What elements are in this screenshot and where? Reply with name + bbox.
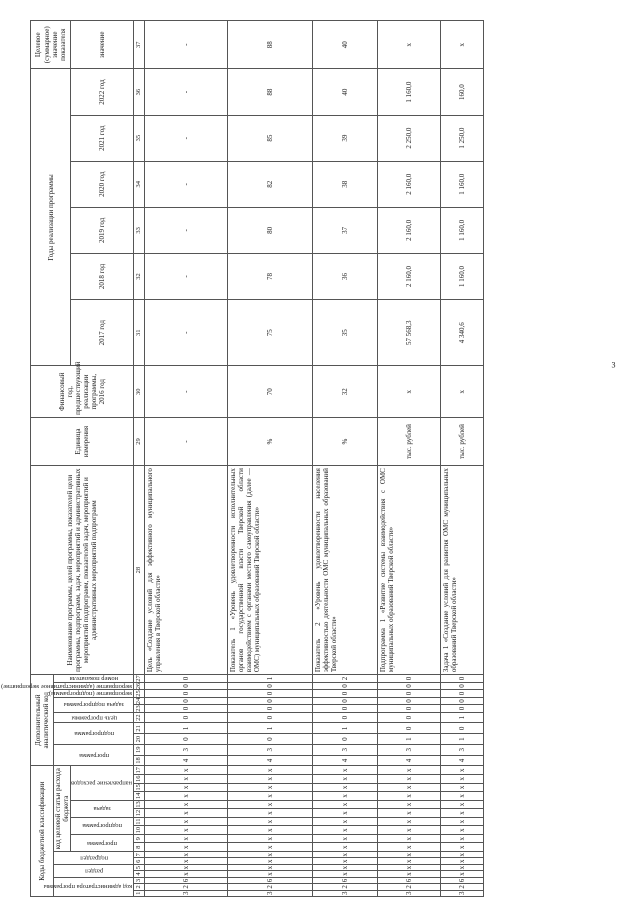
code-cell: 0 <box>228 682 313 690</box>
code-cell: 0 <box>313 690 378 698</box>
code-cell: х <box>145 783 228 792</box>
code-cell: 6 <box>441 877 484 883</box>
add-indicator-header: номер показателя <box>54 675 134 683</box>
column-number: 16 <box>134 774 145 783</box>
code-cell: 1 <box>145 723 228 734</box>
code-cell: х <box>313 852 378 858</box>
code-cell: 0 <box>441 705 484 713</box>
code-cell: х <box>441 774 484 783</box>
code-cell: х <box>441 852 484 858</box>
code-cell: х <box>378 852 441 858</box>
code-cell: х <box>441 783 484 792</box>
table-row <box>378 21 441 897</box>
code-cell: 0 <box>441 690 484 698</box>
column-number: 27 <box>134 675 145 683</box>
column-number: 18 <box>134 755 145 766</box>
column-number: 13 <box>134 800 145 809</box>
direction-header: направление расходов <box>71 766 134 800</box>
year-value-cell: 2 250,0 <box>378 115 441 161</box>
code-cell: 0 <box>145 697 228 705</box>
code-cell: х <box>313 858 378 864</box>
year-2021-header: 2021 год <box>71 115 134 161</box>
year-value-cell: 1 160,0 <box>441 253 484 299</box>
year-value-cell: 160,0 <box>441 69 484 115</box>
unit-cell: % <box>313 417 378 465</box>
code-cell: 4 <box>441 755 484 766</box>
code-cell: х <box>441 864 484 870</box>
code-cell: 1 <box>313 723 378 734</box>
code-cell: х <box>228 766 313 775</box>
code-cell: х <box>441 826 484 835</box>
code-cell: х <box>313 809 378 818</box>
column-number: 33 <box>134 207 145 253</box>
column-number: 1 <box>134 890 145 896</box>
add-goal-header: цель программы <box>54 712 134 723</box>
column-number: 11 <box>134 817 145 826</box>
code-cell: 0 <box>378 697 441 705</box>
code-cell: х <box>378 858 441 864</box>
code-cell: х <box>228 858 313 864</box>
add-program-header: программа <box>54 744 134 765</box>
table-row <box>313 21 378 897</box>
finance-2016-cell: х <box>441 366 484 417</box>
year-value-cell: 1 250,0 <box>441 115 484 161</box>
code-cell: х <box>145 852 228 858</box>
column-number: 24 <box>134 697 145 705</box>
value-header: значение <box>71 21 134 70</box>
column-number: 14 <box>134 792 145 801</box>
code-cell: 2 <box>378 884 441 890</box>
code-cell: х <box>228 826 313 835</box>
code-cell: х <box>145 864 228 870</box>
code-cell: 0 <box>441 697 484 705</box>
code-cell: 3 <box>313 744 378 755</box>
code-cell: 2 <box>313 884 378 890</box>
code-cell: х <box>228 774 313 783</box>
code-cell: х <box>145 800 228 809</box>
code-cell: х <box>313 783 378 792</box>
subsection-header: подраздел <box>54 852 134 865</box>
year-value-cell: 37 <box>313 207 378 253</box>
task-header: задача <box>71 800 134 817</box>
code-cell: х <box>378 817 441 826</box>
column-number: 25 <box>134 690 145 698</box>
column-number: 30 <box>134 366 145 417</box>
code-cell: 3 <box>228 744 313 755</box>
column-number: 3 <box>134 877 145 883</box>
code-cell: 1 <box>378 734 441 745</box>
column-number: 32 <box>134 253 145 299</box>
code-cell: х <box>441 800 484 809</box>
column-number: 35 <box>134 115 145 161</box>
code-cell: х <box>441 809 484 818</box>
table-row <box>228 21 313 897</box>
code-cell: 0 <box>145 705 228 713</box>
year-2019-header: 2019 год <box>71 207 134 253</box>
year-value-cell: - <box>145 207 228 253</box>
add-event-admin-header: мероприятие (административное мероприятие) <box>1 682 133 690</box>
code-cell: х <box>441 834 484 843</box>
code-cell: х <box>145 809 228 818</box>
column-number: 8 <box>134 843 145 852</box>
column-number: 31 <box>134 300 145 366</box>
code-cell: х <box>145 817 228 826</box>
code-cell: 3 <box>441 890 484 896</box>
year-2022-header: 2022 год <box>71 69 134 115</box>
column-number: 37 <box>134 21 145 70</box>
column-number: 10 <box>134 826 145 835</box>
code-cell: 0 <box>378 675 441 683</box>
year-value-cell: 85 <box>228 115 313 161</box>
code-cell: х <box>313 792 378 801</box>
code-cell: 0 <box>441 675 484 683</box>
year-value-cell: 1 160,0 <box>441 207 484 253</box>
code-cell: 2 <box>313 675 378 683</box>
column-number: 26 <box>134 682 145 690</box>
target-value-cell: х <box>441 21 484 70</box>
unit-cell: тыс. рублей <box>441 417 484 465</box>
code-cell: 0 <box>228 734 313 745</box>
column-number: 20 <box>134 734 145 745</box>
target-article-header: код целевой статьи расхода бюджета <box>54 766 71 852</box>
column-number: 9 <box>134 834 145 843</box>
code-cell: 0 <box>441 682 484 690</box>
code-cell: х <box>313 817 378 826</box>
item-name-cell: Показатель 2 «Уровень удовлетворенности населения эффективностью деятельности ОМС муниципальных образований Тверской области» <box>313 466 378 675</box>
code-cell: х <box>378 809 441 818</box>
code-cell: х <box>378 792 441 801</box>
column-number: 23 <box>134 705 145 713</box>
column-number: 4 <box>134 871 145 877</box>
year-2018-header: 2018 год <box>71 253 134 299</box>
code-cell: х <box>145 858 228 864</box>
year-value-cell: 36 <box>313 253 378 299</box>
code-cell: х <box>441 858 484 864</box>
target-value-header: Целевое (суммарное) значение показателя <box>31 21 71 70</box>
code-cell: х <box>378 766 441 775</box>
year-value-cell: 57 568,3 <box>378 300 441 366</box>
year-value-cell: - <box>145 253 228 299</box>
code-cell: х <box>378 843 441 852</box>
code-cell: х <box>378 834 441 843</box>
code-cell: х <box>228 792 313 801</box>
code-cell: 0 <box>145 712 228 723</box>
admin-code-header: код администратора программы <box>54 877 134 896</box>
code-cell: 0 <box>313 682 378 690</box>
finance-2016-cell: - <box>145 366 228 417</box>
code-cell: 0 <box>145 675 228 683</box>
code-cell: 2 <box>145 884 228 890</box>
code-cell: 1 <box>228 723 313 734</box>
column-number: 19 <box>134 744 145 755</box>
code-cell: х <box>378 864 441 870</box>
add-task-header: задача подпрограммы <box>54 697 134 712</box>
target-value-cell: - <box>145 21 228 70</box>
code-cell: 3 <box>228 890 313 896</box>
code-cell: х <box>313 864 378 870</box>
year-value-cell: - <box>145 161 228 207</box>
code-cell: х <box>378 800 441 809</box>
code-cell: х <box>228 800 313 809</box>
code-cell: 3 <box>313 890 378 896</box>
code-cell: 0 <box>378 723 441 734</box>
years-header: Годы реализации программы <box>31 69 71 366</box>
unit-column-header: Единица измерения <box>31 417 134 465</box>
code-cell: 4 <box>313 755 378 766</box>
year-value-cell: 80 <box>228 207 313 253</box>
year-value-cell: 2 160,0 <box>378 207 441 253</box>
column-number: 7 <box>134 852 145 858</box>
table-row <box>145 21 228 897</box>
year-value-cell: 1 160,0 <box>378 69 441 115</box>
additional-code-header: Дополнительный аналитический код <box>31 675 54 766</box>
code-cell: х <box>378 774 441 783</box>
program-budget-table <box>1 20 484 897</box>
code-cell: х <box>145 843 228 852</box>
code-cell: 3 <box>145 744 228 755</box>
code-cell: 0 <box>228 690 313 698</box>
year-value-cell: - <box>145 69 228 115</box>
finance-2016-cell: х <box>378 366 441 417</box>
code-cell: х <box>313 774 378 783</box>
code-cell: 3 <box>441 744 484 755</box>
code-cell: х <box>313 871 378 877</box>
year-2020-header: 2020 год <box>71 161 134 207</box>
column-number: 29 <box>134 417 145 465</box>
year-2017-header: 2017 год <box>71 300 134 366</box>
year-value-cell: 78 <box>228 253 313 299</box>
code-cell: 3 <box>145 890 228 896</box>
code-cell: 3 <box>378 744 441 755</box>
code-cell: 0 <box>313 705 378 713</box>
column-number: 2 <box>134 884 145 890</box>
code-cell: х <box>228 783 313 792</box>
code-cell: 3 <box>378 890 441 896</box>
finance-2016-cell: 70 <box>228 366 313 417</box>
column-number: 17 <box>134 766 145 775</box>
code-cell: 4 <box>378 755 441 766</box>
code-cell: 0 <box>228 705 313 713</box>
target-value-cell: х <box>378 21 441 70</box>
code-cell: х <box>441 817 484 826</box>
column-number: 36 <box>134 69 145 115</box>
year-value-cell: 38 <box>313 161 378 207</box>
unit-cell: - <box>145 417 228 465</box>
code-cell: х <box>313 843 378 852</box>
code-cell: 2 <box>441 884 484 890</box>
column-number: 22 <box>134 712 145 723</box>
code-cell: 6 <box>313 877 378 883</box>
section-header: раздел <box>54 864 134 877</box>
add-event-header: мероприятие (подпрограммы) <box>49 690 133 698</box>
code-cell: 0 <box>313 734 378 745</box>
target-value-cell: 40 <box>313 21 378 70</box>
code-cell: х <box>145 871 228 877</box>
code-cell: 4 <box>228 755 313 766</box>
code-cell: 0 <box>228 712 313 723</box>
item-name-cell: Подпрограмма 1 «Развитие системы взаимодействия с ОМС муниципальных образований Тверской области» <box>378 466 441 675</box>
code-cell: 0 <box>145 734 228 745</box>
code-cell: х <box>378 783 441 792</box>
year-value-cell: 75 <box>228 300 313 366</box>
code-cell: 2 <box>228 884 313 890</box>
code-cell: х <box>145 792 228 801</box>
year-value-cell: 40 <box>313 69 378 115</box>
code-cell: 1 <box>441 734 484 745</box>
year-value-cell: - <box>145 300 228 366</box>
column-number: 21 <box>134 723 145 734</box>
code-cell: 0 <box>313 697 378 705</box>
target-value-cell: 88 <box>228 21 313 70</box>
code-cell: 1 <box>441 712 484 723</box>
code-cell: х <box>228 871 313 877</box>
code-cell: х <box>441 843 484 852</box>
item-name-cell: Цель «Создание условий для эффективного муниципального управления в Тверской области» <box>145 466 228 675</box>
program-header: программа <box>71 834 134 851</box>
item-name-cell: Показатель 1 «Уровень удовлетворенности исполнительных органов государственной власти Тверской области взаимодействием с органами местного самоуправления (далее — ОМС) муниципальных образований Тверской области» <box>228 466 313 675</box>
code-cell: х <box>313 766 378 775</box>
code-cell: 4 <box>145 755 228 766</box>
year-value-cell: 88 <box>228 69 313 115</box>
year-value-cell: 82 <box>228 161 313 207</box>
code-cell: 0 <box>228 697 313 705</box>
budget-classification-header: Коды бюджетной классификации <box>31 766 54 897</box>
code-cell: х <box>378 871 441 877</box>
code-cell: 0 <box>313 712 378 723</box>
name-column-header: Наименование программы, целей программы, показателей цели программы, подпрограмм, задач, мероприятий и административных мероприятий подпрограмм, показателей задач, мероприятий и административных мероприятий подпрограмм <box>31 466 134 675</box>
code-cell: х <box>313 800 378 809</box>
code-cell: х <box>228 809 313 818</box>
year-value-cell: 1 160,0 <box>441 161 484 207</box>
code-cell: х <box>228 817 313 826</box>
column-number: 6 <box>134 858 145 864</box>
code-cell: х <box>228 864 313 870</box>
year-value-cell: - <box>145 115 228 161</box>
code-cell: 0 <box>378 705 441 713</box>
code-cell: 6 <box>228 877 313 883</box>
subprogram-header: подпрограмма <box>71 817 134 834</box>
code-cell: х <box>145 834 228 843</box>
column-number: 5 <box>134 864 145 870</box>
code-cell: 1 <box>228 675 313 683</box>
column-numbers-row <box>134 21 145 897</box>
finance-2016-header: Финансовый год, предшествующий реализации программы, 2016 год <box>31 366 134 417</box>
page-number: 3 <box>611 360 616 370</box>
code-cell: х <box>228 843 313 852</box>
code-cell: х <box>228 834 313 843</box>
code-cell: х <box>313 834 378 843</box>
year-value-cell: 39 <box>313 115 378 161</box>
column-number: 34 <box>134 161 145 207</box>
year-value-cell: 2 160,0 <box>378 161 441 207</box>
add-subprogram-header: подпрограмма <box>54 723 134 744</box>
year-value-cell: 2 160,0 <box>378 253 441 299</box>
column-number: 28 <box>134 466 145 675</box>
code-cell: х <box>145 774 228 783</box>
year-value-cell: 35 <box>313 300 378 366</box>
unit-cell: % <box>228 417 313 465</box>
code-cell: х <box>228 852 313 858</box>
code-cell: х <box>145 826 228 835</box>
code-cell: 0 <box>378 712 441 723</box>
unit-cell: тыс. рублей <box>378 417 441 465</box>
table-row <box>441 21 484 897</box>
code-cell: 0 <box>145 682 228 690</box>
code-cell: х <box>441 871 484 877</box>
column-number: 12 <box>134 809 145 818</box>
code-cell: 0 <box>441 723 484 734</box>
code-cell: х <box>313 826 378 835</box>
code-cell: х <box>378 826 441 835</box>
code-cell: х <box>145 766 228 775</box>
finance-2016-cell: 32 <box>313 366 378 417</box>
item-name-cell: Задача 1 «Создание условий для развития ОМС муниципальных образований Тверской области» <box>441 466 484 675</box>
column-number: 15 <box>134 783 145 792</box>
code-cell: 0 <box>378 690 441 698</box>
code-cell: х <box>441 792 484 801</box>
code-cell: 0 <box>378 682 441 690</box>
code-cell: 6 <box>378 877 441 883</box>
code-cell: х <box>441 766 484 775</box>
code-cell: 0 <box>145 690 228 698</box>
year-value-cell: 4 340,6 <box>441 300 484 366</box>
code-cell: 6 <box>145 877 228 883</box>
